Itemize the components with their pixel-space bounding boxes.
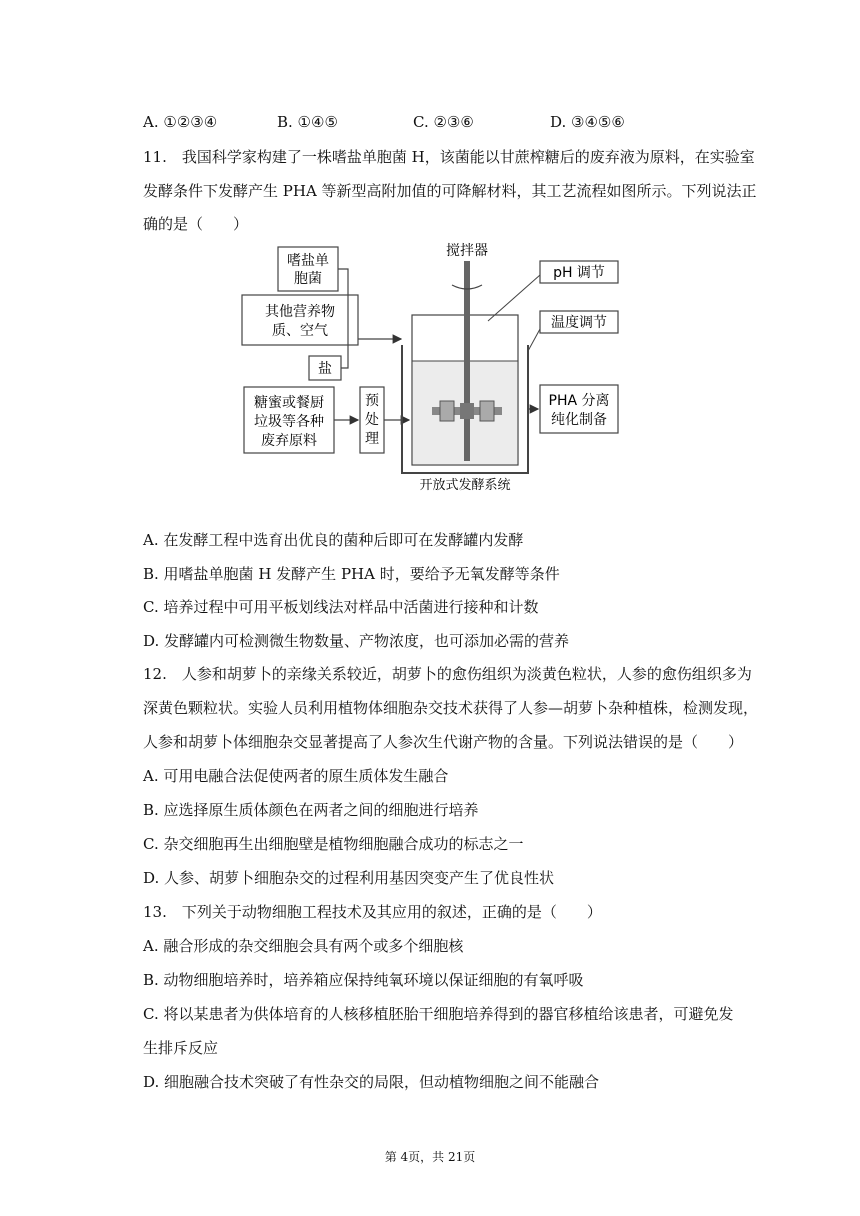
q13-option-a: A. 融合形成的杂交细胞会具有两个或多个细胞核	[143, 937, 464, 955]
q12-stem-line-1: 12. 人参和胡萝卜的亲缘关系较近，胡萝卜的愈伤组织为淡黄色粒状，人参的愈伤组织多为	[143, 665, 752, 683]
raw-label-3: 废弃原料	[261, 433, 317, 449]
q11-stem-line-3: 确的是（ ）	[143, 215, 249, 233]
pha-label-1: PHA 分离	[548, 393, 610, 409]
q10-option-b: B. ①④⑤	[277, 113, 338, 131]
salt-label: 盐	[318, 361, 332, 377]
raw-label-2: 垃圾等各种	[254, 414, 324, 430]
q12-option-d: D. 人参、胡萝卜细胞杂交的过程利用基因突变产生了优良性状	[143, 869, 555, 887]
q11-option-c: C. 培养过程中可用平板划线法对样品中活菌进行接种和计数	[143, 598, 539, 616]
page-footer: 第 4页，共 21页	[384, 1150, 476, 1164]
q10-option-c: C. ②③⑥	[413, 113, 474, 131]
pretreat-label-3: 理	[365, 431, 379, 447]
q11-stem-line-2: 发酵条件下发酵产生 PHA 等新型高附加值的可降解材料，其工艺流程如图所示。下列说法正	[143, 182, 757, 200]
q12-option-a: A. 可用电融合法促使两者的原生质体发生融合	[143, 767, 449, 785]
fermentation-process-diagram	[236, 235, 626, 495]
stirrer-label: 搅拌器	[446, 243, 488, 259]
q13-option-c: C. 将以某患者为供体培育的人核移植胚胎干细胞培养得到的器官移植给该患者，可避免发	[143, 1005, 734, 1023]
q12-option-c: C. 杂交细胞再生出细胞壁是植物细胞融合成功的标志之一	[143, 835, 524, 853]
q10-option-d: D. ③④⑤⑥	[550, 113, 625, 131]
q11-option-b: B. 用嗜盐单胞菌 H 发酵产生 PHA 时，要给予无氧发酵等条件	[143, 565, 560, 583]
q11-stem-line-1: 11. 我国科学家构建了一株嗜盐单胞菌 H，该菌能以甘蔗榨糖后的废弃液为原料，在实验室	[143, 148, 755, 166]
temperature-label: 温度调节	[551, 315, 607, 331]
system-label: 开放式发酵系统	[419, 478, 511, 493]
q12-stem-line-2: 深黄色颗粒状。实验人员利用植物体细胞杂交技术获得了人参—胡萝卜杂种植株，检测发现，	[143, 699, 759, 717]
pretreat-label-1: 预	[365, 393, 379, 409]
pha-label-2: 纯化制备	[551, 412, 607, 428]
q11-option-a: A. 在发酵工程中选育出优良的菌种后即可在发酵罐内发酵	[143, 531, 524, 549]
nutrients-label-2: 质、空气	[272, 323, 328, 339]
q13-option-c-continued: 生排斥反应	[143, 1039, 219, 1057]
ph-label: pH 调节	[553, 265, 605, 281]
pretreat-label-2: 处	[365, 412, 379, 428]
q12-option-b: B. 应选择原生质体颜色在两者之间的细胞进行培养	[143, 801, 479, 819]
stirrer-shaft	[464, 261, 470, 461]
raw-label-1: 糖蜜或餐厨	[254, 395, 324, 411]
nutrients-label-1: 其他营养物	[265, 304, 335, 320]
q12-stem-line-3: 人参和胡萝卜体细胞杂交显著提高了人参次生代谢产物的含量。下列说法错误的是（ ）	[143, 733, 744, 751]
q13-option-d: D. 细胞融合技术突破了有性杂交的局限，但动植物细胞之间不能融合	[143, 1073, 600, 1091]
q13-option-b: B. 动物细胞培养时，培养箱应保持纯氧环境以保证细胞的有氧呼吸	[143, 971, 584, 989]
q10-option-a: A. ①②③④	[143, 113, 218, 131]
q13-stem-line-1: 13. 下列关于动物细胞工程技术及其应用的叙述，正确的是（ ）	[143, 903, 602, 921]
bacteria-label-1: 嗜盐单	[287, 253, 329, 269]
bacteria-label-2: 胞菌	[294, 271, 322, 287]
q11-option-d: D. 发酵罐内可检测微生物数量、产物浓度，也可添加必需的营养	[143, 632, 570, 650]
